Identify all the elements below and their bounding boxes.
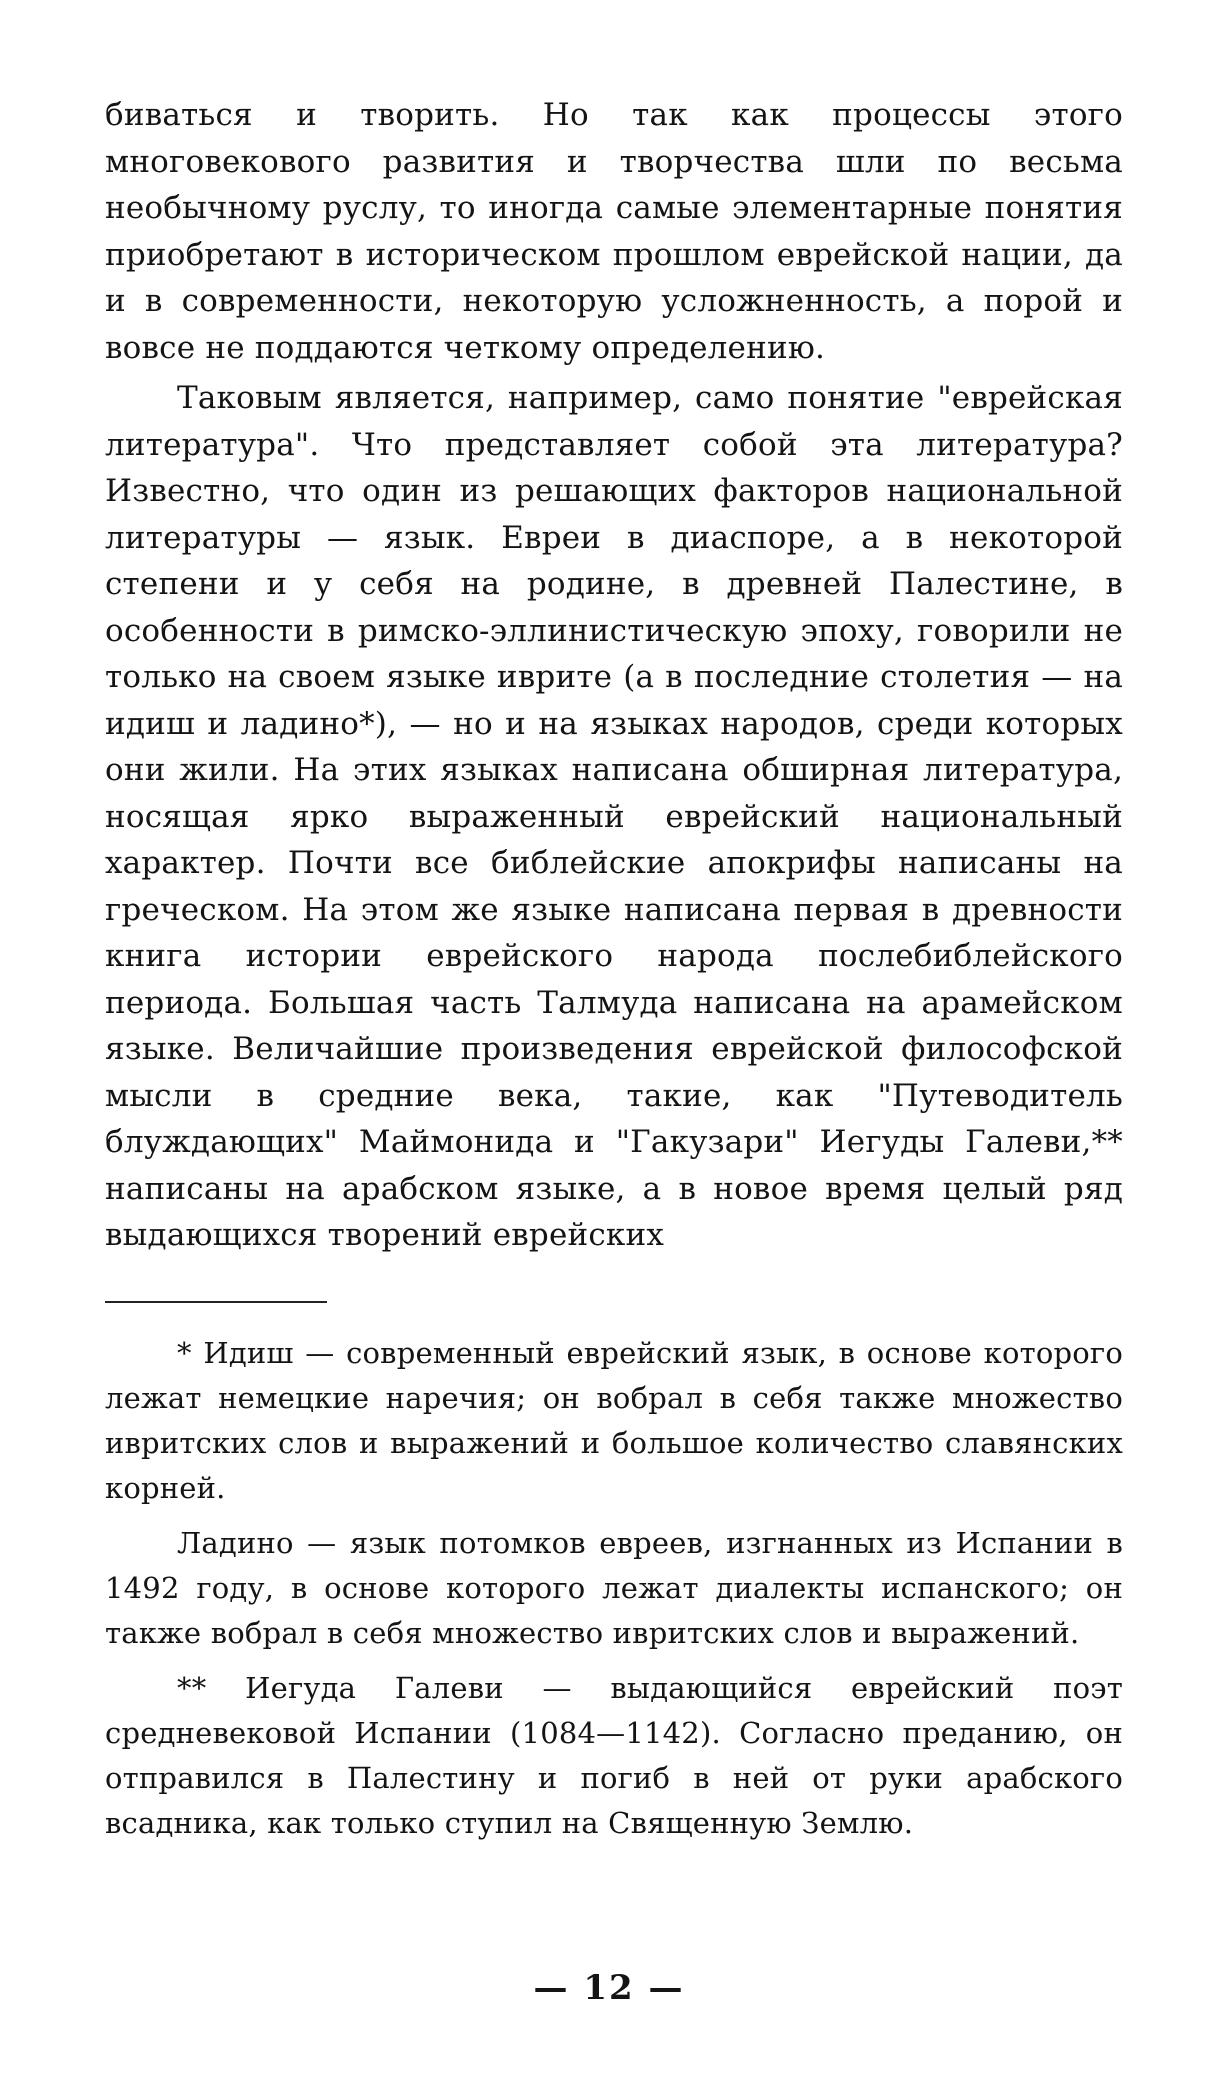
book-page (105, 92, 1123, 1846)
paragraph-2: Таковым является, например, само понятие "еврейская литература". Что представляет собой эта литература? Известно, что один из решающих факторов национальной литературы — язык. Евреи в диаспоре, а в некоторой степени и у себя на родине, в древней Палестине, в особенности в римско-эллинистическую эпоху, говорили не только на своем языке иврите (а в последние столетия — на идиш и ладино*), — но и на языках народов, среди которых они жили. На этих языках написана обширная литература, носящая ярко выраженный еврейский национальный характер. Почти все библейские апокрифы написаны на греческом. На этом же языке написана первая в древности книга истории еврейского народа послебиблейского периода. Большая часть Талмуда написана на арамейском языке. Величайшие произведения еврейской философской мысли в средние века, такие, как "Путеводитель блуждающих" Маймонида и "Гакузари" Иегуды Галеви,** написаны на арабском языке, а в новое время целый ряд выдающихся творений еврейских (105, 380, 1123, 1253)
footnote-2: Ладино — язык потомков евреев, изгнанных из Испании в 1492 году, в основе которого лежат диалекты испанского; он также вобрал в себя множество ивритских слов и выражений. (105, 1525, 1123, 1650)
footnote-3: ** Иегуда Галеви — выдающийся еврейский поэт средневековой Испании (1084—1142). Согласно преданию, он отправился в Палестину и погиб в ней от руки арабского всадника, как только ступил на Священную Землю. (105, 1670, 1123, 1840)
footnote-1: * Идиш — современный еврейский язык, в основе которого лежат немецкие наречия; он вобрал в себя также множество ивритских слов и выражений и большое количество славянских корней. (105, 1335, 1123, 1505)
footnote-separator (105, 1301, 327, 1303)
main-text (105, 92, 1123, 1259)
footnotes (105, 1331, 1123, 1846)
paragraph-1: биваться и творить. Но так как процессы этого многовекового развития и творчества шли по весьма необычному руслу, то иногда самые элементарные понятия приобретают в историческом прошлом еврейской нации, да и в современности, некоторую усложненность, а порой и вовсе не поддаются четкому определению. (105, 97, 1123, 366)
page-number: — 12 — (533, 1968, 685, 2008)
